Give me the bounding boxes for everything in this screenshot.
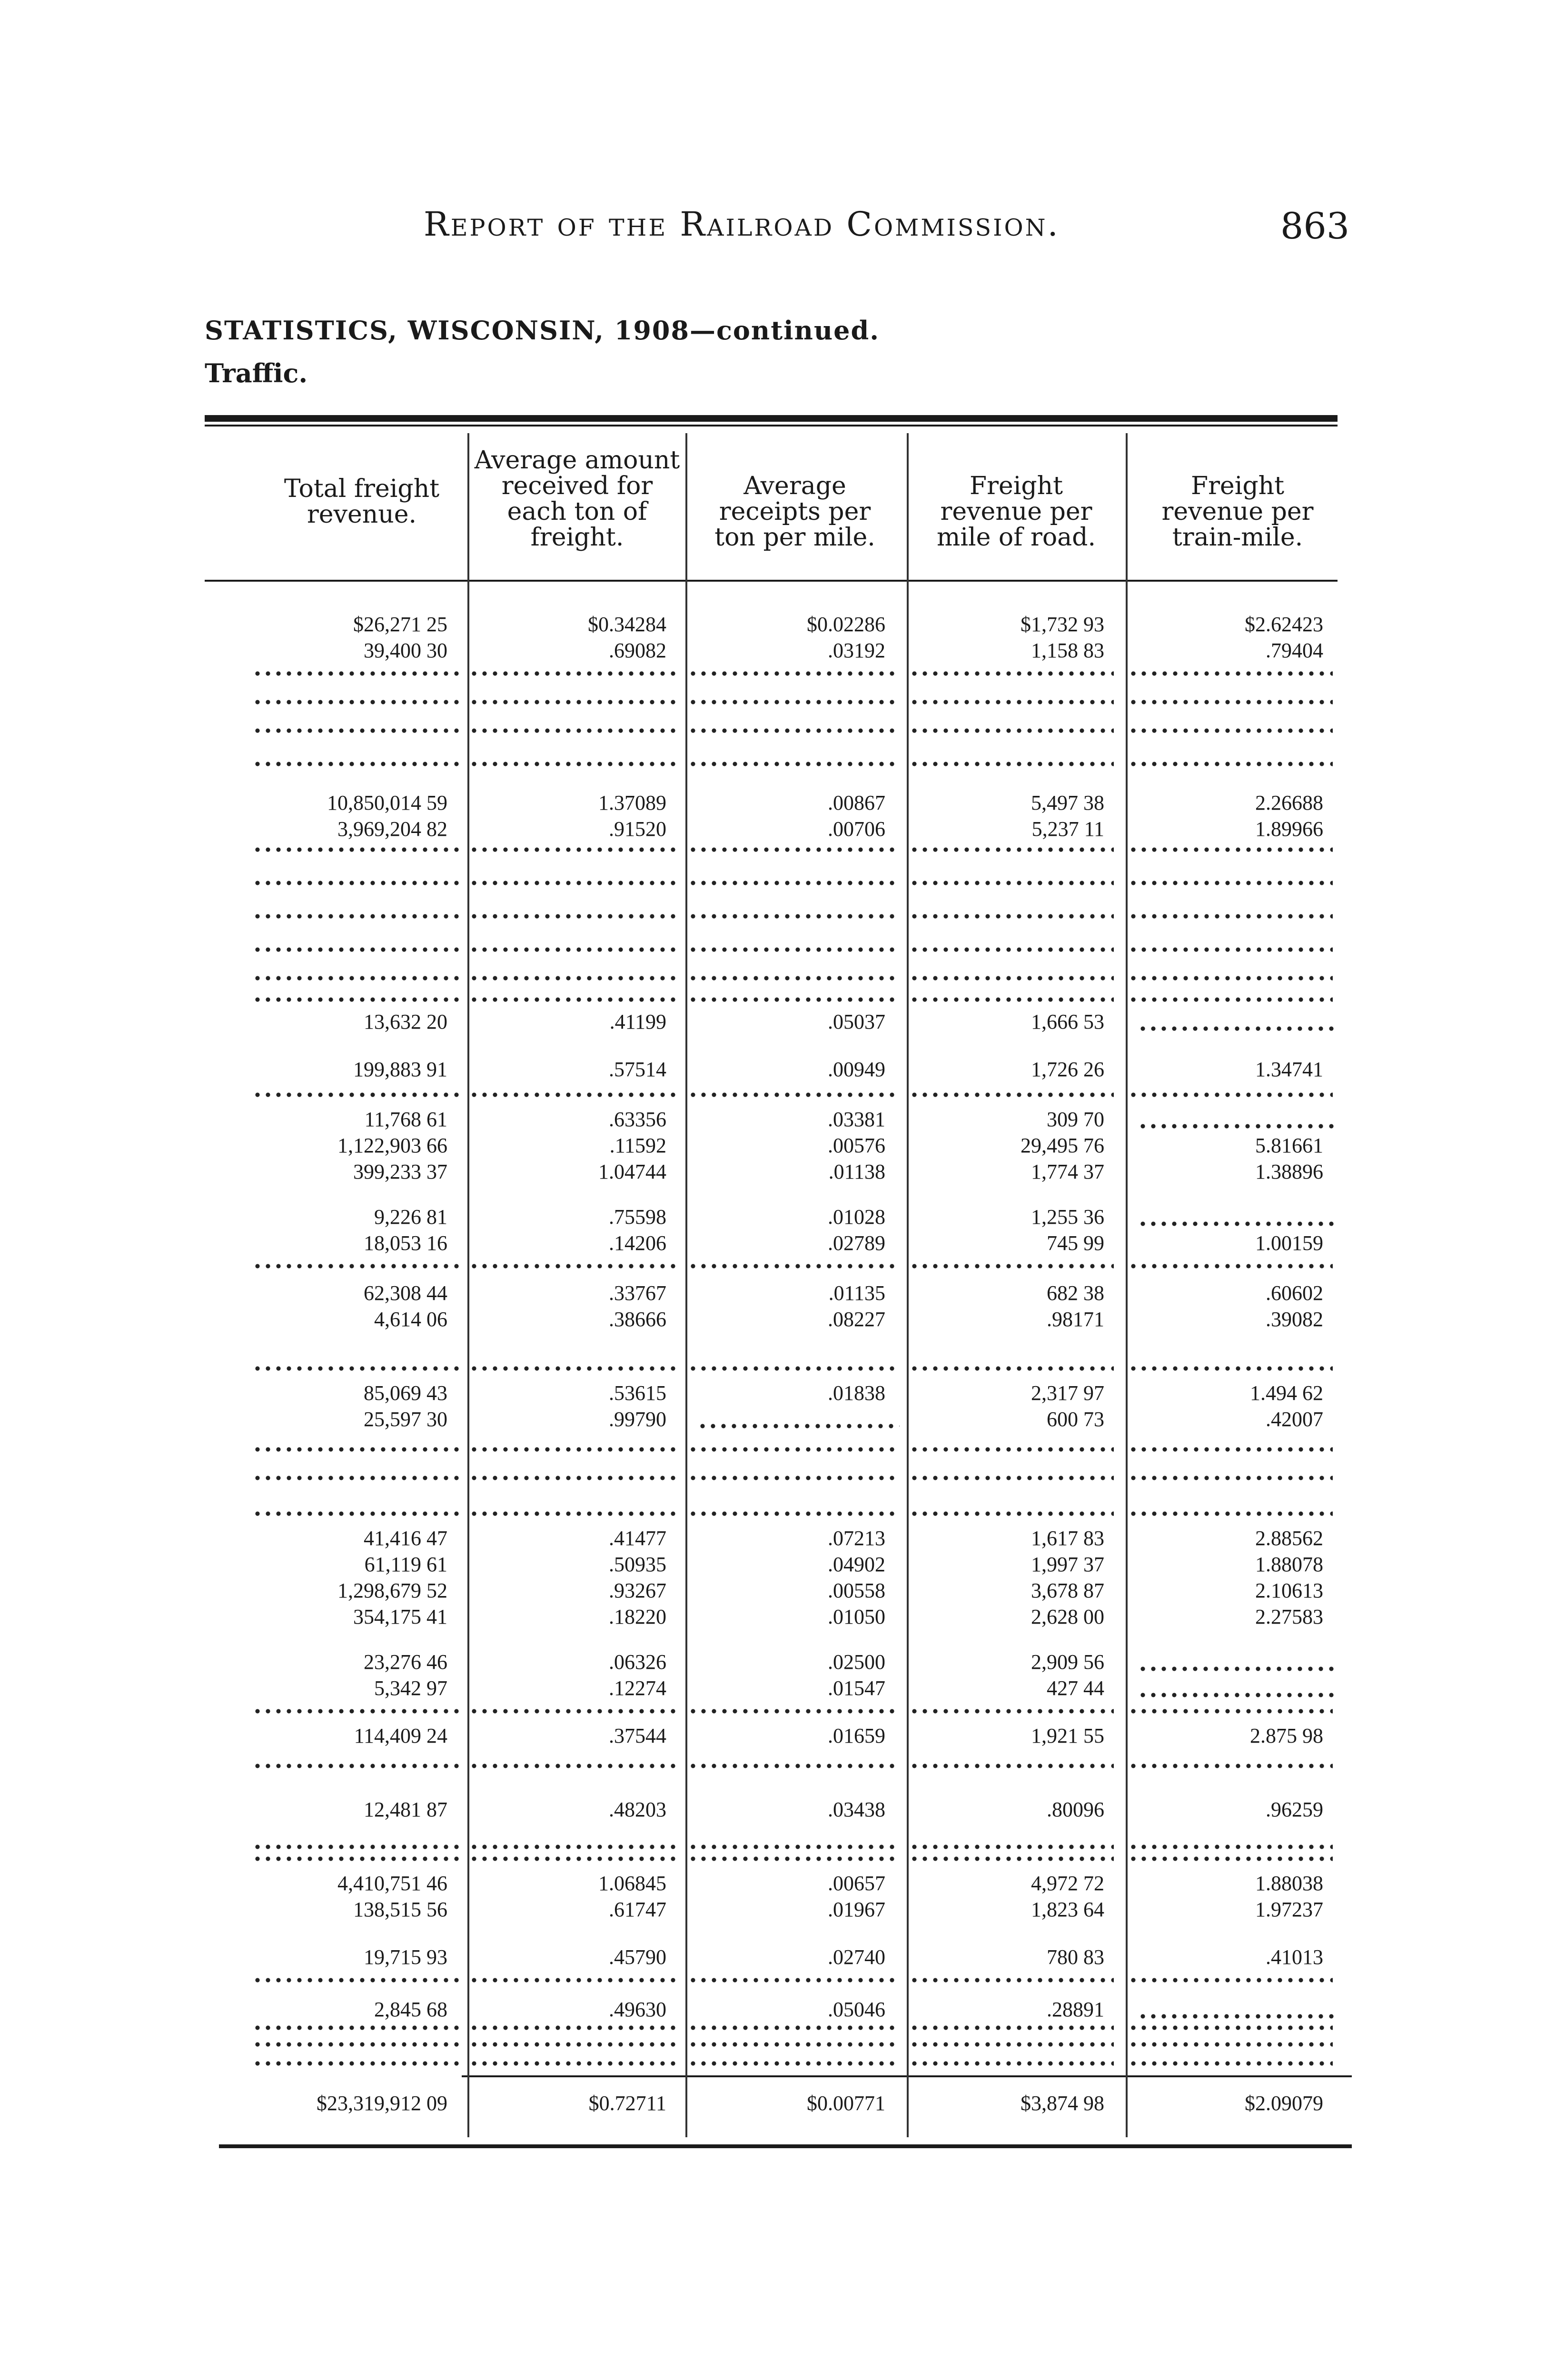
dot-leader <box>469 847 676 852</box>
totals-cell: $2.09079 <box>1245 2092 1323 2115</box>
dot-leader <box>1128 1856 1333 1861</box>
dot-leader <box>688 728 895 733</box>
dot-leader <box>688 762 895 766</box>
table-cell: 19,715 93 <box>364 1945 447 1969</box>
table-cell: $1,732 93 <box>1021 613 1104 636</box>
table-cell: 4,410,751 46 <box>337 1872 447 1895</box>
table-cell: .01659 <box>828 1724 885 1747</box>
table-cell: .96259 <box>1266 1798 1323 1821</box>
dot-leader <box>909 1978 1114 1983</box>
table-cell: .93267 <box>609 1579 666 1602</box>
table-top-rule-thin <box>205 425 1338 426</box>
section-subtitle: Traffic. <box>205 358 308 388</box>
table-cell: .02500 <box>828 1650 885 1674</box>
table-cell: 18,053 16 <box>364 1231 447 1255</box>
dot-leader <box>1128 762 1333 766</box>
dot-leader <box>909 728 1114 733</box>
table-cell: 1,255 36 <box>1031 1205 1104 1229</box>
table-cell: .53615 <box>609 1381 666 1405</box>
table-cell: 4,972 72 <box>1031 1872 1104 1895</box>
dot-leader <box>1128 1476 1333 1480</box>
dot-leader <box>688 700 895 704</box>
table-cell: .80096 <box>1047 1798 1104 1821</box>
table-cell: 354,175 41 <box>353 1605 447 1628</box>
dot-leader <box>909 671 1114 676</box>
dot-leader <box>252 762 462 766</box>
table-cell: .03192 <box>828 639 885 662</box>
table-cell: $0.34284 <box>588 613 666 636</box>
table-cell: .01050 <box>828 1605 885 1628</box>
table-cell: .03381 <box>828 1108 885 1131</box>
table-cell: 1,617 83 <box>1031 1527 1104 1550</box>
dot-leader <box>688 1447 895 1452</box>
dot-leader <box>688 1844 895 1849</box>
dot-leader <box>909 847 1114 852</box>
table-cell: 780 83 <box>1047 1945 1104 1969</box>
table-cell: 1,666 53 <box>1031 1010 1104 1033</box>
table-cell: 399,233 37 <box>353 1160 447 1183</box>
dot-leader <box>1128 671 1333 676</box>
table-cell: .79404 <box>1266 639 1323 662</box>
table-cell: 682 38 <box>1047 1281 1104 1305</box>
table-cell: 309 70 <box>1047 1108 1104 1131</box>
dot-leader <box>909 976 1114 981</box>
dot-leader <box>1128 881 1333 885</box>
column-separator-2 <box>685 433 687 2137</box>
dot-leader <box>688 847 895 852</box>
dot-leader <box>252 1844 462 1849</box>
table-cell: .14206 <box>609 1231 666 1255</box>
totals-cell: $3,874 98 <box>1021 2092 1104 2115</box>
dot-leader <box>1128 728 1333 733</box>
dot-leader <box>688 2025 895 2030</box>
dot-leader <box>688 1764 895 1768</box>
dot-leader <box>1138 1026 1338 1031</box>
totals-cell: $0.72711 <box>588 2092 666 2115</box>
dot-leader <box>252 976 462 981</box>
dot-leader <box>469 700 676 704</box>
dot-leader <box>1138 1221 1338 1226</box>
dot-leader <box>252 1264 462 1269</box>
table-cell: .02740 <box>828 1945 885 1969</box>
dot-leader <box>252 2025 462 2030</box>
dot-leader <box>909 2061 1114 2066</box>
dot-leader <box>469 1709 676 1714</box>
dot-leader <box>909 1844 1114 1849</box>
dot-leader <box>1128 947 1333 952</box>
dot-leader <box>469 2061 676 2066</box>
table-cell: .06326 <box>609 1650 666 1674</box>
table-cell: 1,158 83 <box>1031 639 1104 662</box>
table-cell: .99790 <box>609 1408 666 1431</box>
dot-leader <box>252 2061 462 2066</box>
table-cell: 2,845 68 <box>374 1998 447 2021</box>
table-cell: 1,774 37 <box>1031 1160 1104 1183</box>
table-top-rule <box>205 415 1338 422</box>
dot-leader <box>909 1092 1114 1097</box>
table-cell: .01547 <box>828 1676 885 1700</box>
table-cell: 5,497 38 <box>1031 791 1104 814</box>
table-cell: 3,969,204 82 <box>337 817 447 841</box>
table-cell: .00576 <box>828 1134 885 1157</box>
table-cell: $2.62423 <box>1245 613 1323 636</box>
column-header-receipts-per-ton-mile: Average receipts per ton per mile. <box>714 472 875 552</box>
table-cell: .98171 <box>1047 1308 1104 1331</box>
table-cell: .61747 <box>609 1898 666 1921</box>
table-cell: 1,921 55 <box>1031 1724 1104 1747</box>
dot-leader <box>688 881 895 885</box>
table-cell: 2.875 98 <box>1250 1724 1323 1747</box>
table-cell: 11,768 61 <box>364 1108 447 1131</box>
dot-leader <box>252 728 462 733</box>
dot-leader <box>909 1511 1114 1516</box>
table-cell: 61,119 61 <box>364 1553 447 1576</box>
table-cell: 5.81661 <box>1255 1134 1323 1157</box>
dot-leader <box>252 1476 462 1480</box>
dot-leader <box>909 1264 1114 1269</box>
dot-leader <box>252 1764 462 1768</box>
table-cell: 1.04744 <box>598 1160 666 1183</box>
table-cell: 12,481 87 <box>364 1798 447 1821</box>
dot-leader <box>688 1856 895 1861</box>
dot-leader <box>252 1447 462 1452</box>
dot-leader <box>1128 2042 1333 2047</box>
dot-leader <box>469 1447 676 1452</box>
dot-leader <box>469 997 676 1002</box>
table-cell: .38666 <box>609 1308 666 1331</box>
dot-leader <box>252 1856 462 1861</box>
dot-leader <box>1138 1693 1338 1697</box>
table-cell: 23,276 46 <box>364 1650 447 1674</box>
table-cell: 1.89966 <box>1255 817 1323 841</box>
dot-leader <box>909 700 1114 704</box>
dot-leader <box>252 1978 462 1983</box>
dot-leader <box>469 947 676 952</box>
dot-leader <box>909 1476 1114 1480</box>
table-cell: .18220 <box>609 1605 666 1628</box>
dot-leader <box>688 1264 895 1269</box>
table-cell: 138,515 56 <box>353 1898 447 1921</box>
dot-leader <box>252 1092 462 1097</box>
dot-leader <box>469 2042 676 2047</box>
dot-leader <box>1128 847 1333 852</box>
dot-leader <box>252 1366 462 1371</box>
table-cell: 1,823 64 <box>1031 1898 1104 1921</box>
dot-leader <box>469 1366 676 1371</box>
dot-leader <box>909 914 1114 919</box>
dot-leader <box>252 881 462 885</box>
table-cell: 114,409 24 <box>354 1724 447 1747</box>
table-cell: $0.02286 <box>807 613 885 636</box>
table-cell: 2,628 00 <box>1031 1605 1104 1628</box>
table-cell: 1.494 62 <box>1250 1381 1323 1405</box>
dot-leader <box>252 914 462 919</box>
dot-leader <box>469 2025 676 2030</box>
dot-leader <box>1128 2061 1333 2066</box>
table-cell: .42007 <box>1266 1408 1323 1431</box>
dot-leader <box>688 1366 895 1371</box>
table-cell: 41,416 47 <box>364 1527 447 1550</box>
table-cell: .01028 <box>828 1205 885 1229</box>
dot-leader <box>252 1709 462 1714</box>
table-cell: .75598 <box>609 1205 666 1229</box>
table-cell: .01967 <box>828 1898 885 1921</box>
table-cell: .48203 <box>609 1798 666 1821</box>
table-cell: 2.88562 <box>1255 1527 1323 1550</box>
totals-cell: $23,319,912 09 <box>317 2092 447 2115</box>
table-cell: .39082 <box>1266 1308 1323 1331</box>
dot-leader <box>1128 1844 1333 1849</box>
table-cell: .91520 <box>609 817 666 841</box>
dot-leader <box>909 1856 1114 1861</box>
dot-leader <box>469 1092 676 1097</box>
header-bottom-rule <box>205 580 1338 582</box>
table-cell: 1.88038 <box>1255 1872 1323 1895</box>
dot-leader <box>688 2042 895 2047</box>
page-number: 863 <box>1280 205 1350 247</box>
section-title: STATISTICS, WISCONSIN, 1908—continued. <box>205 315 880 346</box>
table-cell: .28891 <box>1047 1998 1104 2021</box>
table-cell: 4,614 06 <box>374 1308 447 1331</box>
table-cell: 5,342 97 <box>374 1676 447 1700</box>
table-cell: .60602 <box>1266 1281 1323 1305</box>
dot-leader <box>688 976 895 981</box>
table-cell: .02789 <box>828 1231 885 1255</box>
table-cell: 2,909 56 <box>1031 1650 1104 1674</box>
table-cell: .05037 <box>828 1010 885 1033</box>
table-cell: 85,069 43 <box>364 1381 447 1405</box>
table-cell: 10,850,014 59 <box>327 791 447 814</box>
table-cell: .05046 <box>828 1998 885 2021</box>
dot-leader <box>469 728 676 733</box>
dot-leader <box>909 997 1114 1002</box>
table-cell: .00706 <box>828 817 885 841</box>
column-separator-3 <box>907 433 909 2137</box>
table-cell: $26,271 25 <box>353 613 447 636</box>
table-cell: .45790 <box>609 1945 666 1969</box>
dot-leader <box>252 700 462 704</box>
dot-leader <box>1128 1764 1333 1768</box>
table-cell: 2.27583 <box>1255 1605 1323 1628</box>
table-bottom-rule <box>219 2144 1352 2148</box>
column-separator-4 <box>1126 433 1128 2137</box>
dot-leader <box>688 671 895 676</box>
table-cell: 1.97237 <box>1255 1898 1323 1921</box>
dot-leader <box>1128 2025 1333 2030</box>
table-cell: 2.10613 <box>1255 1579 1323 1602</box>
table-cell: .33767 <box>609 1281 666 1305</box>
table-cell: 1,298,679 52 <box>337 1579 447 1602</box>
dot-leader <box>1128 997 1333 1002</box>
dot-leader <box>469 976 676 981</box>
table-cell: .41199 <box>609 1010 666 1033</box>
dot-leader <box>909 1764 1114 1768</box>
dot-leader <box>252 947 462 952</box>
dot-leader <box>469 914 676 919</box>
dot-leader <box>469 1856 676 1861</box>
table-cell: .00949 <box>828 1058 885 1081</box>
dot-leader <box>909 1366 1114 1371</box>
table-cell: 1,122,903 66 <box>337 1134 447 1157</box>
dot-leader <box>252 847 462 852</box>
dot-leader <box>469 1978 676 1983</box>
dot-leader <box>469 1764 676 1768</box>
table-cell: 1.38896 <box>1255 1160 1323 1183</box>
table-cell: 1.37089 <box>598 791 666 814</box>
dot-leader <box>1138 1124 1338 1129</box>
table-cell: 2.26688 <box>1255 791 1323 814</box>
dot-leader <box>469 1264 676 1269</box>
dot-leader <box>252 2042 462 2047</box>
column-header-revenue-per-mile-of-road: Freight revenue per mile of road. <box>937 472 1096 552</box>
dot-leader <box>1128 1264 1333 1269</box>
dot-leader <box>688 947 895 952</box>
dot-leader <box>469 671 676 676</box>
table-cell: 2,317 97 <box>1031 1381 1104 1405</box>
running-head: Report of the Railroad Commission. <box>424 205 1060 244</box>
totals-cell: $0.00771 <box>807 2092 885 2115</box>
dot-leader <box>469 1844 676 1849</box>
table-cell: .04902 <box>828 1553 885 1576</box>
table-cell: 13,632 20 <box>364 1010 447 1033</box>
table-cell: .00657 <box>828 1872 885 1895</box>
dot-leader <box>688 914 895 919</box>
table-cell: 25,597 30 <box>364 1408 447 1431</box>
dot-leader <box>1128 1092 1333 1097</box>
table-cell: 5,237 11 <box>1031 817 1104 841</box>
dot-leader <box>688 2061 895 2066</box>
table-cell: 1.34741 <box>1255 1058 1323 1081</box>
dot-leader <box>1128 1709 1333 1714</box>
dot-leader <box>469 1476 676 1480</box>
table-cell: 427 44 <box>1047 1676 1104 1700</box>
table-cell: .50935 <box>609 1553 666 1576</box>
table-cell: 199,883 91 <box>353 1058 447 1081</box>
dot-leader <box>909 2042 1114 2047</box>
column-header-revenue-per-train-mile: Freight revenue per train-mile. <box>1161 472 1314 552</box>
table-cell: 745 99 <box>1047 1231 1104 1255</box>
table-cell: .12274 <box>609 1676 666 1700</box>
table-cell: .49630 <box>609 1998 666 2021</box>
dot-leader <box>1128 1511 1333 1516</box>
table-cell: 9,226 81 <box>374 1205 447 1229</box>
dot-leader <box>909 762 1114 766</box>
table-cell: .11592 <box>609 1134 666 1157</box>
table-cell: 39,400 30 <box>364 639 447 662</box>
dot-leader <box>1128 700 1333 704</box>
dot-leader <box>469 762 676 766</box>
table-cell: .03438 <box>828 1798 885 1821</box>
dot-leader <box>252 671 462 676</box>
table-cell: .63356 <box>609 1108 666 1131</box>
dot-leader <box>909 1447 1114 1452</box>
dot-leader <box>469 881 676 885</box>
dot-leader <box>688 1709 895 1714</box>
table-cell: .41013 <box>1266 1945 1323 1969</box>
dot-leader <box>252 997 462 1002</box>
table-cell: 3,678 87 <box>1031 1579 1104 1602</box>
table-cell: .37544 <box>609 1724 666 1747</box>
table-cell: 62,308 44 <box>364 1281 447 1305</box>
table-cell: 1,997 37 <box>1031 1553 1104 1576</box>
table-cell: .41477 <box>609 1527 666 1550</box>
table-cell: .07213 <box>828 1527 885 1550</box>
table-cell: 1.00159 <box>1255 1231 1323 1255</box>
dot-leader <box>909 881 1114 885</box>
table-cell: .69082 <box>609 639 666 662</box>
dot-leader <box>688 997 895 1002</box>
table-cell: 1,726 26 <box>1031 1058 1104 1081</box>
dot-leader <box>469 1511 676 1516</box>
dot-leader <box>697 1424 900 1428</box>
dot-leader <box>688 1511 895 1516</box>
dot-leader <box>688 1978 895 1983</box>
dot-leader <box>1128 976 1333 981</box>
table-cell: 1.06845 <box>598 1872 666 1895</box>
column-header-average-per-ton: Average amount received for each ton of freight. <box>474 446 680 552</box>
table-cell: .57514 <box>609 1058 666 1081</box>
table-cell: .00558 <box>828 1579 885 1602</box>
dot-leader <box>909 2025 1114 2030</box>
table-cell: 1.88078 <box>1255 1553 1323 1576</box>
dot-leader <box>688 1092 895 1097</box>
dot-leader <box>252 1511 462 1516</box>
table-cell: .08227 <box>828 1308 885 1331</box>
table-cell: .01135 <box>828 1281 885 1305</box>
table-cell: 600 73 <box>1047 1408 1104 1431</box>
table-cell: .01138 <box>828 1160 885 1183</box>
dot-leader <box>1128 1978 1333 1983</box>
dot-leader <box>909 947 1114 952</box>
table-cell: .01838 <box>828 1381 885 1405</box>
table-cell: .00867 <box>828 791 885 814</box>
dot-leader <box>909 1709 1114 1714</box>
dot-leader <box>1128 914 1333 919</box>
column-separator-1 <box>467 433 469 2137</box>
dot-leader <box>688 1476 895 1480</box>
dot-leader <box>1138 1666 1338 1671</box>
dot-leader <box>1128 1366 1333 1371</box>
dot-leader <box>1128 1447 1333 1452</box>
table-cell: 29,495 76 <box>1021 1134 1104 1157</box>
column-header-total-freight-revenue: Total freight revenue. <box>284 475 440 529</box>
dot-leader <box>1138 2014 1338 2019</box>
